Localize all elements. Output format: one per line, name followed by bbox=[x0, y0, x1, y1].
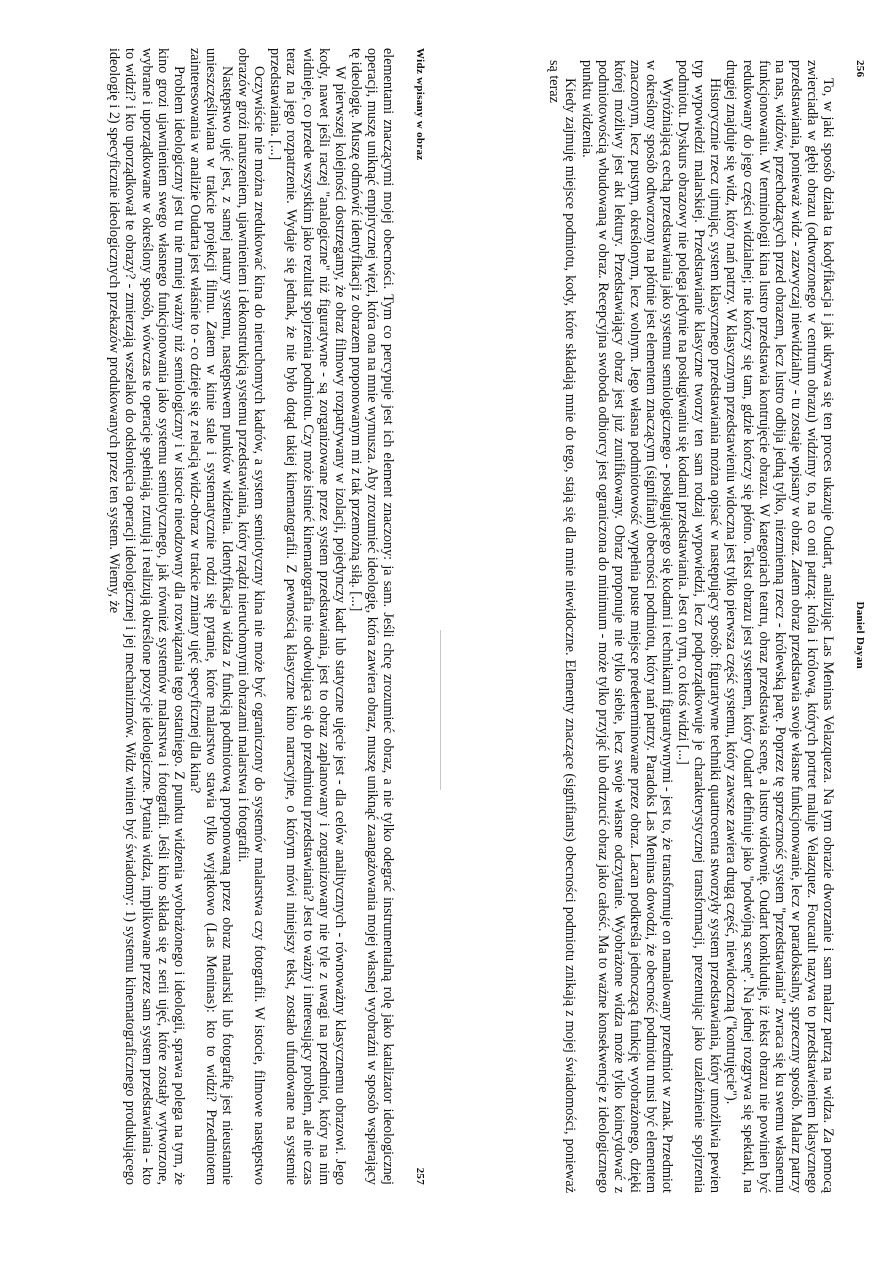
paragraph: Historycznie rzecz ujmując, system klasycznego przedstawiania można opisać w następujący sposób: figuratywne techniki quattrocenta stworzyły system przedstawiania, który umożliwia pewien typ wypowiedzi malarskiej. Przedstawianie klasyczne tworzy ten sam rodzaj wypowiedzi, lecz podporządkowuje je charakterystycznej transformacji, prezentując jako uzależnienie spojrzenia podmiotu. Dyskurs obrazowy nie polega jedynie na posługiwaniu się kodami przedstawiania. Jest on tym, co ktoś widzi [...] bbox=[675, 60, 724, 1193]
paragraph: To, w jaki sposób działa ta kodyfikacja i jak ukrywa się ten proces ukazuje Oudart, analizując Las Meninas Velazqueza. Na tym obrazie dworzanie i sam malarz patrzą na widza. Za pomocą zwierciadła w głębi obrazu (odtworzonego w centrum obrazu) widzimy to, na co oni patrzą: króla i królową, których portret maluje Velazquez. Foucault nazywa to przedstawieniem klasycznego przedstawiania, ponieważ widz - zazwyczaj niewidzialny - tu zostaje wpisany w obraz. Zatem obraz przedstawia swoje własne funkcjonowanie, lecz w paradoksalny, sprzeczny sposób. Malarz patrzy na nas, widzów, przechodzących przed obrazem, lecz lustro odbija jedną tylko, niezmienną rzecz - królewską parę. Poprzez tę sprzeczność system "przedstawiania" zwraca się ku swemu własnemu funkcjonowaniu. W terminologii kina lustro przedstawia kontrujęcie obrazu. W kategoriach teatru, obraz przedstawia scenę, a lustro widownię. Oudart konkluduje, iż tekst obrazu nie powinien być redukowany do jego części widzialnej; nie kończy się tam, gdzie kończy się płótno. Tekst obrazu jest systemem, który Oudart definiuje jako "podwójną scenę". Na jednej rozgrywa się spektakl, na drugiej znajduje się widz, który nań patrzy. W klasycznym przedstawieniu widoczna jest tylko pierwsza część systemu, który zawsze zawiera drugą część, niewidoczną ("kontrujęcie"). bbox=[723, 60, 836, 1193]
right-running-header bbox=[414, 48, 426, 1185]
left-running-header bbox=[854, 60, 866, 1193]
paragraph: Wyróżniającą cechą przedstawiania jako systemu semiologicznego - posługującego się kodami i technikami figuratywnymi - jest to, że transformuje on namalowany przedmiot w znak. Przedmiot w określony sposób odtworzony na płótnie jest elementem znaczącym (signifiant) obecności podmiotu, który nań patrzy. Paradoks Las Meninas dowodzi, że obecność podmiotu musi być elementem znaczonym, lecz pustym, określonym, lecz wolnym. Jego własna podmiotowość wypełnia puste miejsce predeterminowane przez obraz. Lacan podkreśla jednoczącą funkcję wyobrażonego, dzięki której możliwy jest akt lektury. Przedstawiający obraz jest już zunifikowany. Obraz proponuje nie tylko siebie, lecz swoje własne odczytanie. Wyobrażone widza może tylko koincydować z podmiotowością wbudowaną w obraz. Recepcyjna swoboda odbiorcy jest ograniczona do minimum - może tylko przyjąć lub odrzucić obraz jako całość. Ma to ważne konsekwencje z ideologicznego punktu widzenia. bbox=[578, 60, 676, 1193]
paragraph: Oczywiście nie można zredukować kina do nieruchomych kadrów, a system semiotyczny kina nie może być ograniczony do systemów malarstwa czy fotografii. W istocie, filmowe następstwo obrazów groźi naruszeniem, ujawnieniem i dekonstrukcją systemu przedstawiania, który rządzi nieruchomymi obrazami malarstwa i fotografii. bbox=[235, 48, 268, 1185]
paragraph: W pierwszej kolejności dostrzegamy, że obraz filmowy rozpatrywany w izolacji, pojedynczy kadr lub statyczne ujęcie jest - dla celów analitycznych - równoważny klasycznemu obrazowi. Jego kody, nawet jeśli raczej "analogiczne" niż figuratywne - są zorganizowane przez system przedstawiania, jest to obraz zaplanowany i zorganizowany nie tyle z uwagi na przedmiot, który na nim widnieje, co przede wszystkim jako rezultat spojrzenia podmiotu. Czy może istnieć kinematografia nie odwołująca się do przedmiotu przedstawiania? Jest to ważny i interesujący problem, ale nie czas teraz na jego rozpatrzenie. Wydaje się jednak, że nie było dotąd takiej kinematografii. Z pewnością klasyczne kino narracyjne, o którym mówi niniejszy tekst, zostało ufundowane na systemie przedstawiania. [...] bbox=[267, 48, 348, 1185]
right-body-text bbox=[106, 48, 396, 1185]
right-page bbox=[0, 0, 440, 1263]
left-page-number: 256 bbox=[854, 60, 866, 78]
right-running-head-title: Widz wpisany w obraz bbox=[414, 48, 426, 161]
paragraph: elementami znaczącymi mojej obecności. Tym co percypuje jest ich element znaczony: ja sam. Jeśli chcę zrozumieć obraz, a nie tylko odegrać instrumentalną rolę jako katalizator ideologicznej operacji, muszę uniknąć empirycznej więzi, która ona na mnie wymusza. Aby zrozumieć ideologię, która zawiera obraz, muszę uniknąć zaangażowania mojej własnej wyobraźni w sposób wspierający tę ideologię. Muszę odmówić identyfikacji z obrazem proponowanym mi z tak przemożną siłą. [...] bbox=[347, 48, 396, 1185]
paragraph: Następstwo ujęć jest, z samej natury systemu, następstwem punktów widzenia. Identyfikacja widza z funkcją podmiotową proponowaną przez obraz malarski lub fotografię jest nieustannie unieszczęśliwiana w trakcie projekcji filmu. Zatem w kinie stale i systematycznie rodzi się pytanie, które malarstwo stawia tylko wyjątkowo (Las Meninas): kto to widzi? Przedmiotem zainteresowania w analizie Oudarta jest właśnie to - co dzieje się z relacją widz-obraz w trakcie zmiany ujęć specyficznej dla kina? bbox=[186, 48, 236, 1185]
paragraph: Kiedy zajmuję miejsce podmiotu, kody, które składają mnie do tego, stają się dla mnie niewidoczne. Elementy znaczące (signifiants) obecności podmiotu znikają z mojej świadomości, ponieważ są teraz bbox=[546, 60, 579, 1193]
left-running-head-author: Daniel Dayan bbox=[854, 601, 866, 669]
left-body-text bbox=[546, 60, 836, 1193]
paragraph: Problem ideologiczny jest tu nie mniej ważny niż semiologiczny i w istocie nieodzowny dla rozwiązania tego ostatniego. Z punktu widzenia wyobrażonego i ideologii, sprawa polega na tym, że kino grozi ujawnieniem swego własnego funkcjonowania jako systemu semiotycznego, jak również systemów malarstwa i fotografii. Jeśli kino składa się z serii ujęć, które zostały wytworzone, wybrane i uporządkowane w określony sposób, wówczas te operacje spełniają, rzutują i realizują określone pozycje ideologiczne. Pytania widza, implikowane przez sam system przedstawiania - kto to widzi? i kto uporządkował te obrazy? - zmierzają wszelako do odsłonięcia operacji ideologicznej i jej mechanizmów. Widz winien być świadomy: 1) systemu kinematograficznego produkującego ideologię i 2) specyficznie ideologicznych przekazów produkowanych przez ten system. Wiemy, że bbox=[106, 48, 187, 1185]
right-page-number: 257 bbox=[414, 1167, 426, 1185]
left-page bbox=[440, 0, 880, 1263]
